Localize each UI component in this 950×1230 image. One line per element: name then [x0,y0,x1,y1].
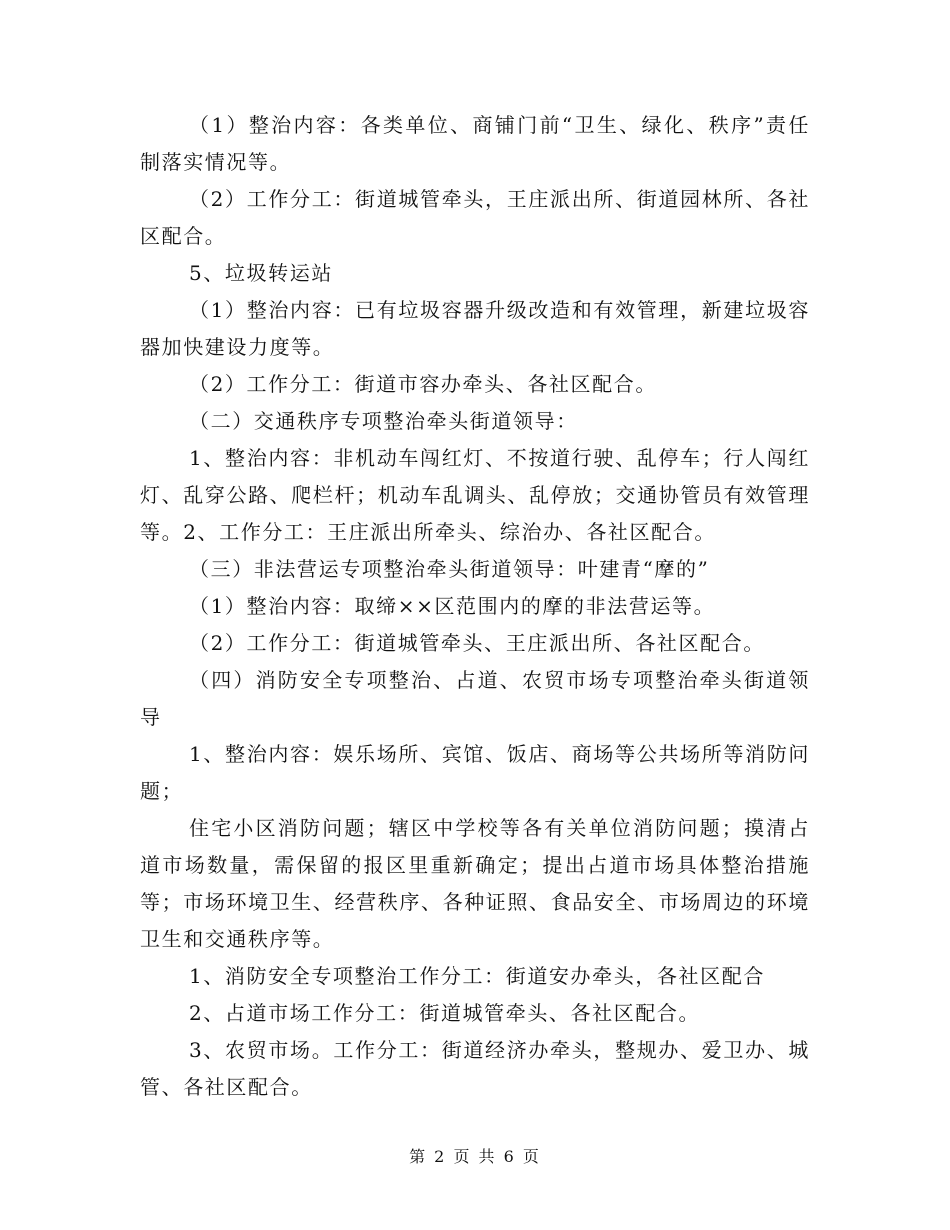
section-heading: （四）消防安全专项整治、占道、农贸市场专项整治牵头街道领导 [140,668,810,729]
paragraph: 3、农贸市场。工作分工：街道经济办牵头，整规办、爱卫办、城管、各社区配合。 [140,1038,810,1099]
paragraph: 1、整治内容：非机动车闯红灯、不按道行驶、乱停车；行人闯红灯、乱穿公路、爬栏杆；机动车乱调头、乱停放；交通协管员有效管理等。2、工作分工：王庄派出所牵头、综治办、各社区配合。 [140,446,810,544]
paragraph: （1）整治内容：取缔××区范围内的摩的非法营运等。 [189,594,716,618]
paragraph: 1、整治内容：娱乐场所、宾馆、饭店、商场等公共场所等消防问题； [140,742,810,803]
paragraph: （1）整治内容：已有垃圾容器升级改造和有效管理，新建垃圾容器加快建设力度等。 [140,298,810,359]
paragraph: （2）工作分工：街道城管牵头，王庄派出所、街道园林所、各社区配合。 [140,187,810,248]
section-heading: （二）交通秩序专项整治牵头街道领导： [189,409,578,433]
document-body [140,107,810,1106]
paragraph: （2）工作分工：街道市容办牵头、各社区配合。 [189,372,657,396]
paragraph: 5、垃圾转运站 [189,261,333,285]
page-number: 第 2 页 共 6 页 [409,1147,541,1166]
paragraph: 1、消防安全专项整治工作分工：街道安办牵头，各社区配合 [189,964,765,988]
paragraph: （1）整治内容：各类单位、商铺门前“卫生、绿化、秩序”责任制落实情况等。 [140,113,810,174]
paragraph: 2、占道市场工作分工：街道城管牵头、各社区配合。 [189,1001,701,1025]
paragraph: 住宅小区消防问题；辖区中学校等各有关单位消防问题；摸清占道市场数量，需保留的报区里重新确定；提出占道市场具体整治措施等；市场环境卫生、经营秩序、各种证照、食品安全、市场周边的环境卫生和交通秩序等。 [140,816,810,951]
paragraph: （2）工作分工：街道城管牵头、王庄派出所、各社区配合。 [189,631,765,655]
section-heading: （三）非法营运专项整治牵头街道领导：叶建青“摩的” [189,557,710,581]
